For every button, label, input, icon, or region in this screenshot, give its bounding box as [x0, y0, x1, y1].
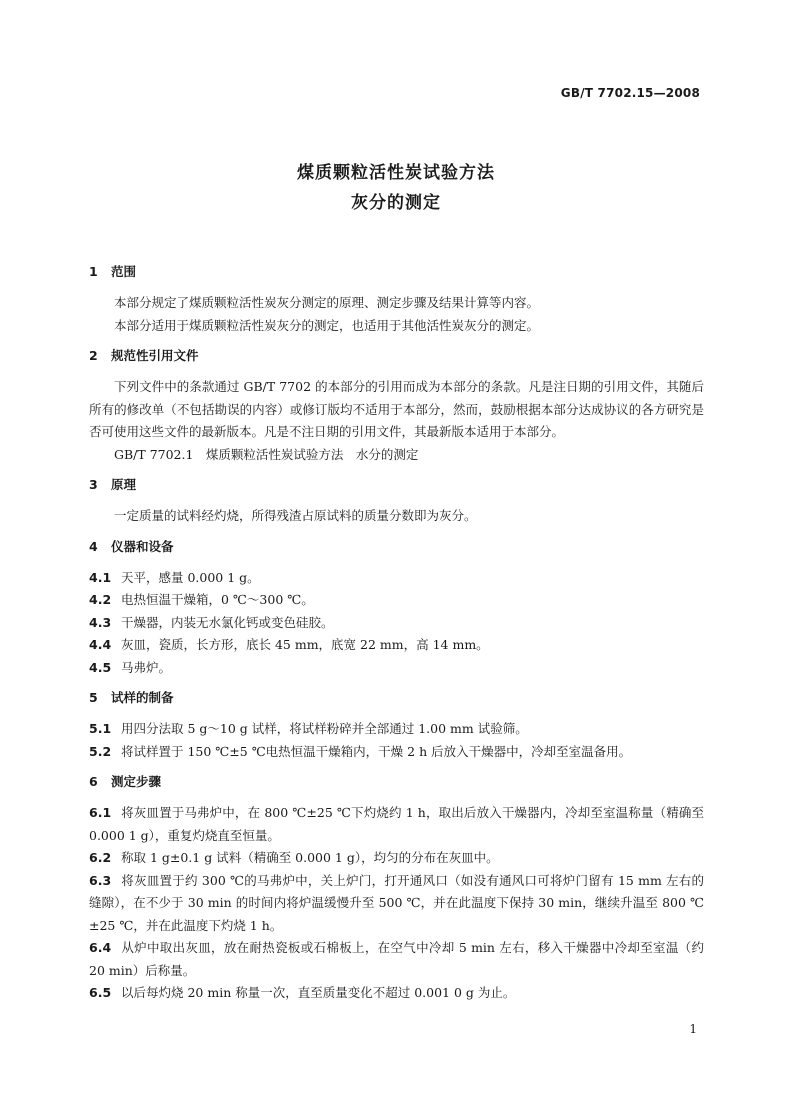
clause-item	[89, 567, 704, 590]
clause-item	[89, 741, 704, 764]
clause-item	[89, 802, 704, 847]
clause-number: 6.2	[89, 850, 112, 865]
clause-text: 灰皿，瓷质，长方形，底长 45 mm，底宽 22 mm，高 14 mm。	[121, 637, 489, 652]
clause-text: 干燥器，内装无水氯化钙或变色硅胶。	[121, 614, 334, 630]
section-heading-procedure	[89, 772, 704, 792]
clause-text: 天平，感量 0.000 1 g。	[121, 569, 260, 585]
clause-number: 4.4	[89, 637, 112, 652]
section-title: 原理	[111, 477, 137, 492]
clause-item	[89, 718, 704, 741]
clause-text: 将灰皿置于马弗炉中，在 800 ℃±25 ℃下灼烧约 1 h，取出后放入干燥器内，冷却至室温称量（精确至 0.000 1 g），重复灼烧直至恒量。	[89, 805, 704, 843]
standard-code: GB/T 7702.15—2008	[560, 86, 700, 100]
clause-number: 6.4	[89, 940, 112, 955]
clause-number: 4.3	[89, 614, 112, 630]
document-body	[89, 262, 704, 1005]
clause-number: 6.5	[89, 985, 112, 1000]
paragraph: 本部分规定了煤质颗粒活性炭灰分测定的原理、测定步骤及结果计算等内容。	[114, 295, 540, 310]
document-title: 煤质颗粒活性炭试验方法	[297, 163, 495, 183]
clause-text: 将试样置于 150 ℃±5 ℃电热恒温干燥箱内，干燥 2 h 后放入干燥器中，冷却至室温备用。	[121, 743, 632, 759]
clause-number: 4.2	[89, 592, 112, 607]
clause-number: 5.1	[89, 721, 112, 736]
paragraph: 本部分适用于煤质颗粒活性炭灰分的测定，也适用于其他活性炭灰分的测定。	[114, 317, 540, 333]
clause-item	[89, 870, 704, 938]
section-number: 3	[89, 477, 98, 492]
section-title: 规范性引用文件	[111, 348, 199, 363]
clause-number: 4.1	[89, 569, 112, 585]
clause-number: 6.1	[89, 805, 112, 820]
clause-text: 用四分法取 5 g～10 g 试样，将试样粉碎并全部通过 1.00 mm 试验筛。	[121, 721, 528, 736]
section-heading-apparatus	[89, 537, 704, 557]
section-title: 试样的制备	[111, 690, 174, 705]
clause-text: 电热恒温干燥箱，0 ℃～300 ℃。	[121, 592, 314, 607]
clause-item	[89, 589, 704, 612]
clause-number: 6.3	[89, 872, 112, 888]
clause-item	[89, 982, 704, 1005]
clause-item	[89, 657, 704, 680]
clause-text: 马弗炉。	[121, 659, 172, 675]
section-number: 6	[89, 774, 98, 789]
section-heading-principle	[89, 475, 704, 495]
page-number: 1	[689, 1022, 697, 1036]
clause-number: 4.5	[89, 659, 112, 675]
clause-text: 以后每灼烧 20 min 称量一次，直至质量变化不超过 0.001 0 g 为止。	[121, 985, 516, 1000]
section-number: 1	[89, 264, 98, 279]
section-title: 仪器和设备	[111, 538, 174, 554]
section-heading-sample-preparation	[89, 688, 704, 708]
clause-item	[89, 612, 704, 635]
clause-number: 5.2	[89, 743, 112, 759]
section-title: 范围	[111, 264, 137, 279]
reference-entry: GB/T 7702.1 煤质颗粒活性炭试验方法 水分的测定	[114, 446, 419, 462]
section-title: 测定步骤	[111, 774, 162, 789]
section-number: 5	[89, 690, 98, 705]
section-number: 4	[89, 538, 98, 554]
clause-item	[89, 634, 704, 657]
clause-text: 从炉中取出灰皿，放在耐热瓷板或石棉板上，在空气中冷却 5 min 左右，移入干燥器中冷却至室温（约 20 min）后称量。	[89, 940, 704, 978]
section-heading-scope	[89, 262, 704, 282]
section-number: 2	[89, 348, 98, 363]
clause-item	[89, 847, 704, 870]
document-subtitle: 灰分的测定	[351, 193, 441, 213]
clause-item	[89, 937, 704, 982]
paragraph: 下列文件中的条款通过 GB/T 7702 的本部分的引用而成为本部分的条款。凡是注日期的引用文件，其随后所有的修改单（不包括勘误的内容）或修订版均不适用于本部分，然而，鼓励根据本部分达成协议的各方研究是否可使用这些文件的最新版本。凡是不注日期的引用文件，其最新版本适用于本部分。	[89, 379, 704, 439]
clause-text: 将灰皿置于约 300 ℃的马弗炉中，关上炉门，打开通风口（如没有通风口可将炉门留有 15 mm 左右的缝隙），在不少于 30 min 的时间内将炉温缓慢升至 500 ℃，并在此温度下保持 30 min，继续升温至 800 ℃±25 ℃，并在此温度下灼烧 1 h。	[89, 872, 704, 933]
section-heading-normative-references	[89, 346, 704, 366]
clause-text: 称取 1 g±0.1 g 试料（精确至 0.000 1 g），均匀的分布在灰皿中。	[121, 850, 499, 865]
paragraph: 一定质量的试料经灼烧，所得残渣占原试料的质量分数即为灰分。	[114, 508, 477, 523]
